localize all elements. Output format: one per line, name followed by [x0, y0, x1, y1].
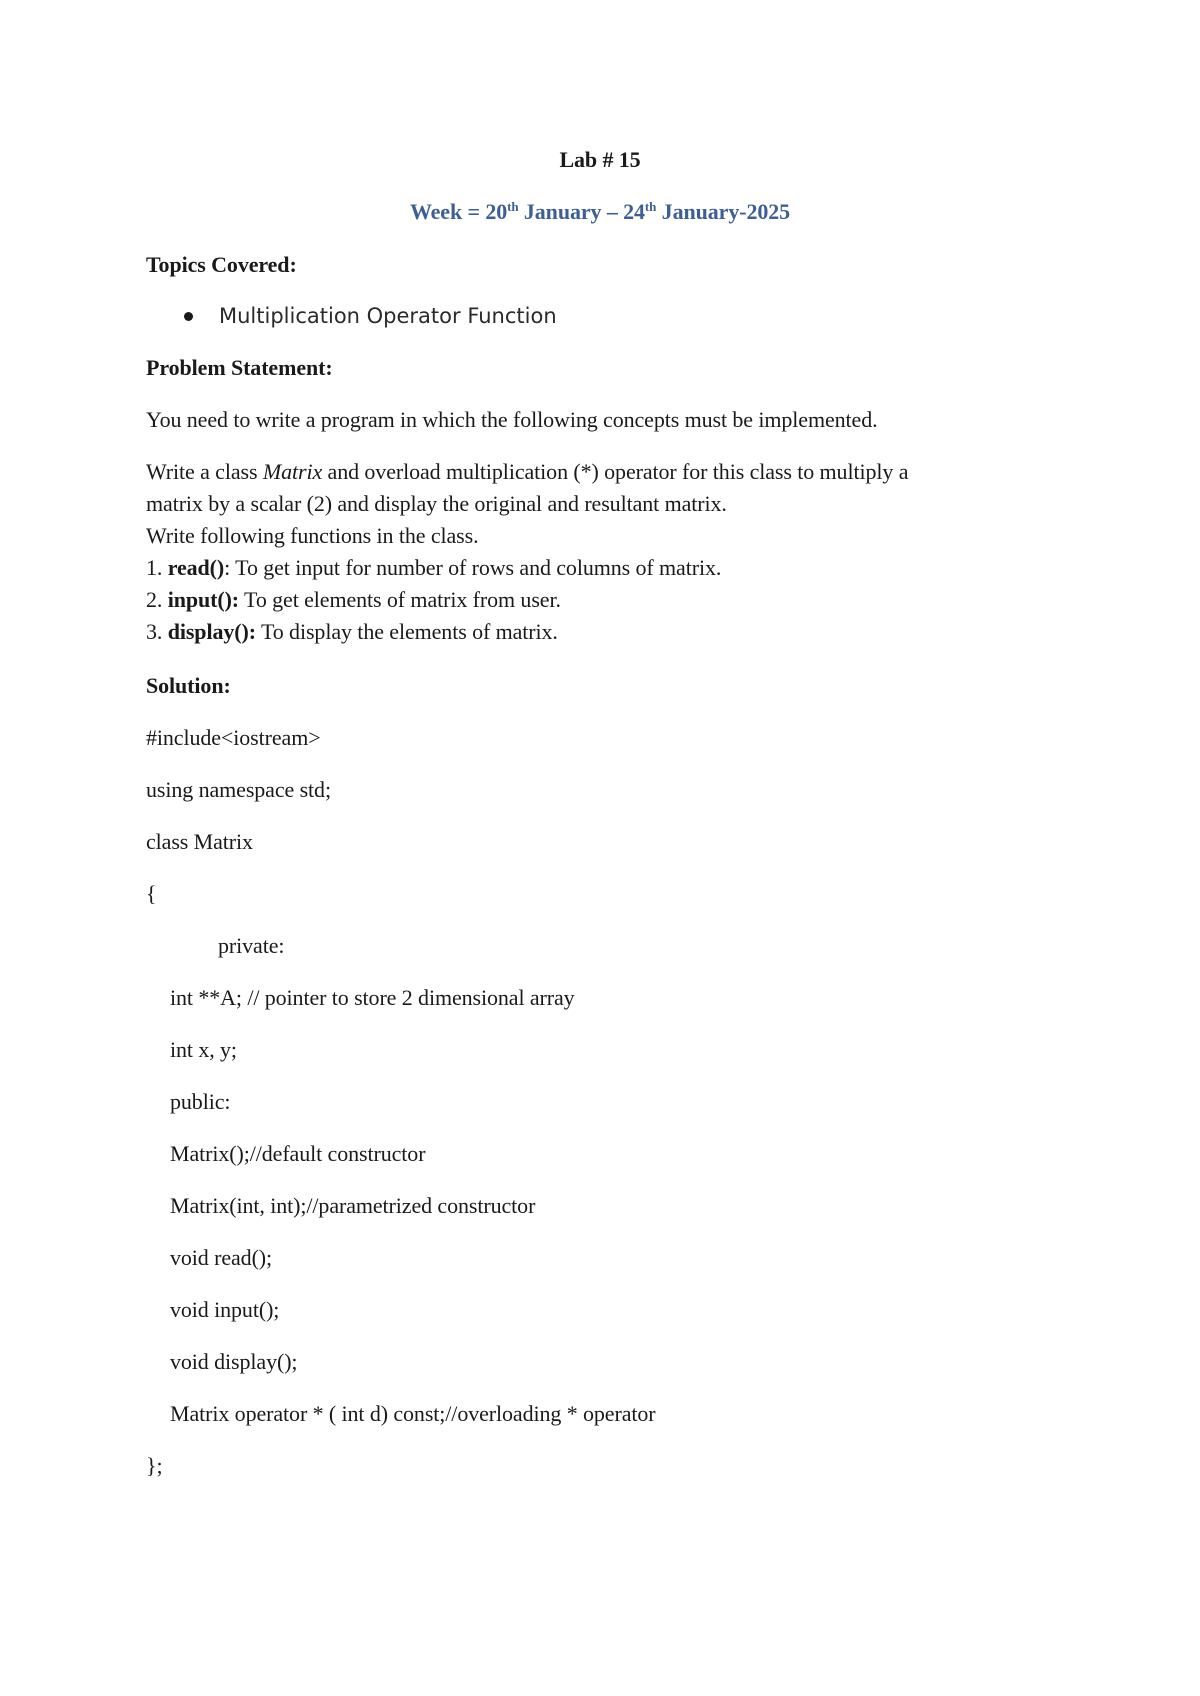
code-line: }; [146, 1453, 163, 1478]
code-line: Matrix();//default constructor [170, 1141, 426, 1166]
code-line: Matrix operator * ( int d) const;//overloading * operator [170, 1401, 656, 1426]
code-line: void display(); [170, 1349, 298, 1374]
code-line: void read(); [170, 1245, 273, 1270]
function-item-input: 2. input(): To get elements of matrix from user. [146, 587, 561, 612]
code-line: public: [170, 1089, 231, 1114]
problem-heading: Problem Statement: [146, 355, 333, 380]
code-line: int **A; // pointer to store 2 dimensional array [170, 985, 575, 1010]
code-line: private: [218, 933, 285, 958]
lab-title: Lab # 15 [559, 147, 641, 172]
function-item-display: 3. display(): To display the elements of matrix. [146, 619, 558, 644]
code-line: void input(); [170, 1297, 280, 1322]
problem-line-2: matrix by a scalar (2) and display the original and resultant matrix. [146, 491, 727, 516]
solution-heading: Solution: [146, 673, 231, 698]
week-range: Week = 20th January – 24th January-2025 [409, 199, 791, 224]
code-line: using namespace std; [146, 777, 331, 802]
topic-text: Multiplication Operator Function [219, 304, 557, 328]
code-line: { [146, 881, 157, 906]
bullet-icon [184, 312, 193, 321]
problem-intro: You need to write a program in which the following concepts must be implemented. [146, 407, 878, 432]
topic-list-item [184, 300, 557, 332]
code-line: class Matrix [146, 829, 253, 854]
problem-line-1: Write a class Matrix and overload multiplication (*) operator for this class to multiply a [146, 459, 909, 484]
function-item-read: 1. read(): To get input for number of rows and columns of matrix. [146, 555, 722, 580]
code-line: int x, y; [170, 1037, 237, 1062]
problem-line-3: Write following functions in the class. [146, 523, 479, 548]
code-line: Matrix(int, int);//parametrized constructor [170, 1193, 536, 1218]
topics-heading: Topics Covered: [146, 252, 297, 277]
code-line: #include<iostream> [146, 725, 321, 750]
